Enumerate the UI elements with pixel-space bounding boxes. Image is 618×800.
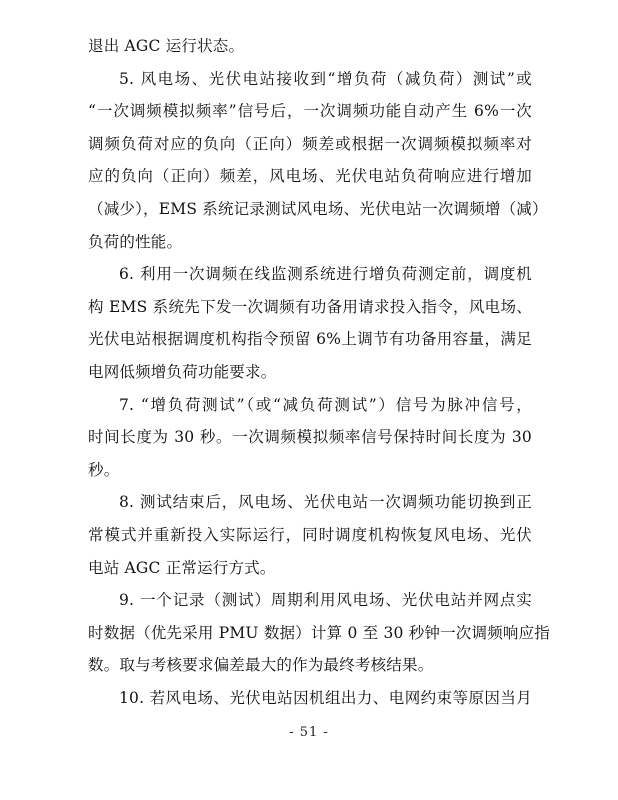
text-line: “一次调频模拟频率”信号后，一次调频功能自动产生 6%一次: [88, 102, 532, 121]
body-text: [88, 30, 551, 714]
text-line: 电站 AGC 正常运行方式。: [88, 558, 276, 577]
paragraph-item-7: [88, 389, 532, 487]
text-line: 8. 测试结束后，风电场、光伏电站一次调频功能切换到正: [119, 493, 532, 512]
text-line: 时数据（优先采用 PMU 数据）计算 0 至 30 秒钟一次调频响应指: [88, 623, 551, 642]
paragraph-item-6: [88, 258, 532, 388]
text-line: 调频负荷对应的负向（正向）频差或根据一次调频模拟频率对: [88, 134, 532, 153]
text-line: 数。取与考核要求偏差最大的作为最终考核结果。: [88, 656, 434, 675]
text-line: 电网低频增负荷功能要求。: [88, 362, 277, 381]
text-line: 时间长度为 30 秒。一次调频模拟频率信号保持时间长度为 30: [88, 428, 532, 447]
text-line: 6. 利用一次调频在线监测系统进行增负荷测定前，调度机: [119, 265, 532, 284]
page-number: - 51 -: [289, 725, 329, 740]
text-line: 7. “增负荷测试”（或“减负荷测试”）信号为脉冲信号，: [119, 395, 532, 414]
paragraph-item-10: [88, 682, 532, 715]
paragraph-item-8: [88, 486, 532, 584]
text-line: 应的负向（正向）频差，风电场、光伏电站负荷响应进行增加: [88, 167, 532, 186]
text-line: 常模式并重新投入实际运行，同时调度机构恢复风电场、光伏: [88, 525, 532, 544]
text-line: 9. 一个记录（测试）周期利用风电场、光伏电站并网点实: [119, 591, 532, 610]
text-line: 光伏电站根据调度机构指令预留 6%上调节有功备用容量，满足: [88, 330, 532, 349]
paragraph-item-5: [88, 63, 548, 259]
text-line: 构 EMS 系统先下发一次调频有功备用请求投入指令，风电场、: [88, 297, 532, 316]
text-line: 5. 风电场、光伏电站接收到“增负荷（减负荷）测试”或: [119, 69, 532, 88]
text-line: （减少），EMS 系统记录测试风电场、光伏电站一次调频增（减）: [88, 199, 548, 218]
text-line: 秒。: [88, 460, 120, 479]
text-line: 负荷的性能。: [88, 232, 183, 251]
paragraph-continuation: [88, 30, 532, 63]
paragraph-item-9: [88, 584, 551, 682]
text-line: 退出 AGC 运行状态。: [88, 37, 245, 55]
text-line: 10. 若风电场、光伏电站因机组出力、电网约束等原因当月: [119, 688, 532, 707]
